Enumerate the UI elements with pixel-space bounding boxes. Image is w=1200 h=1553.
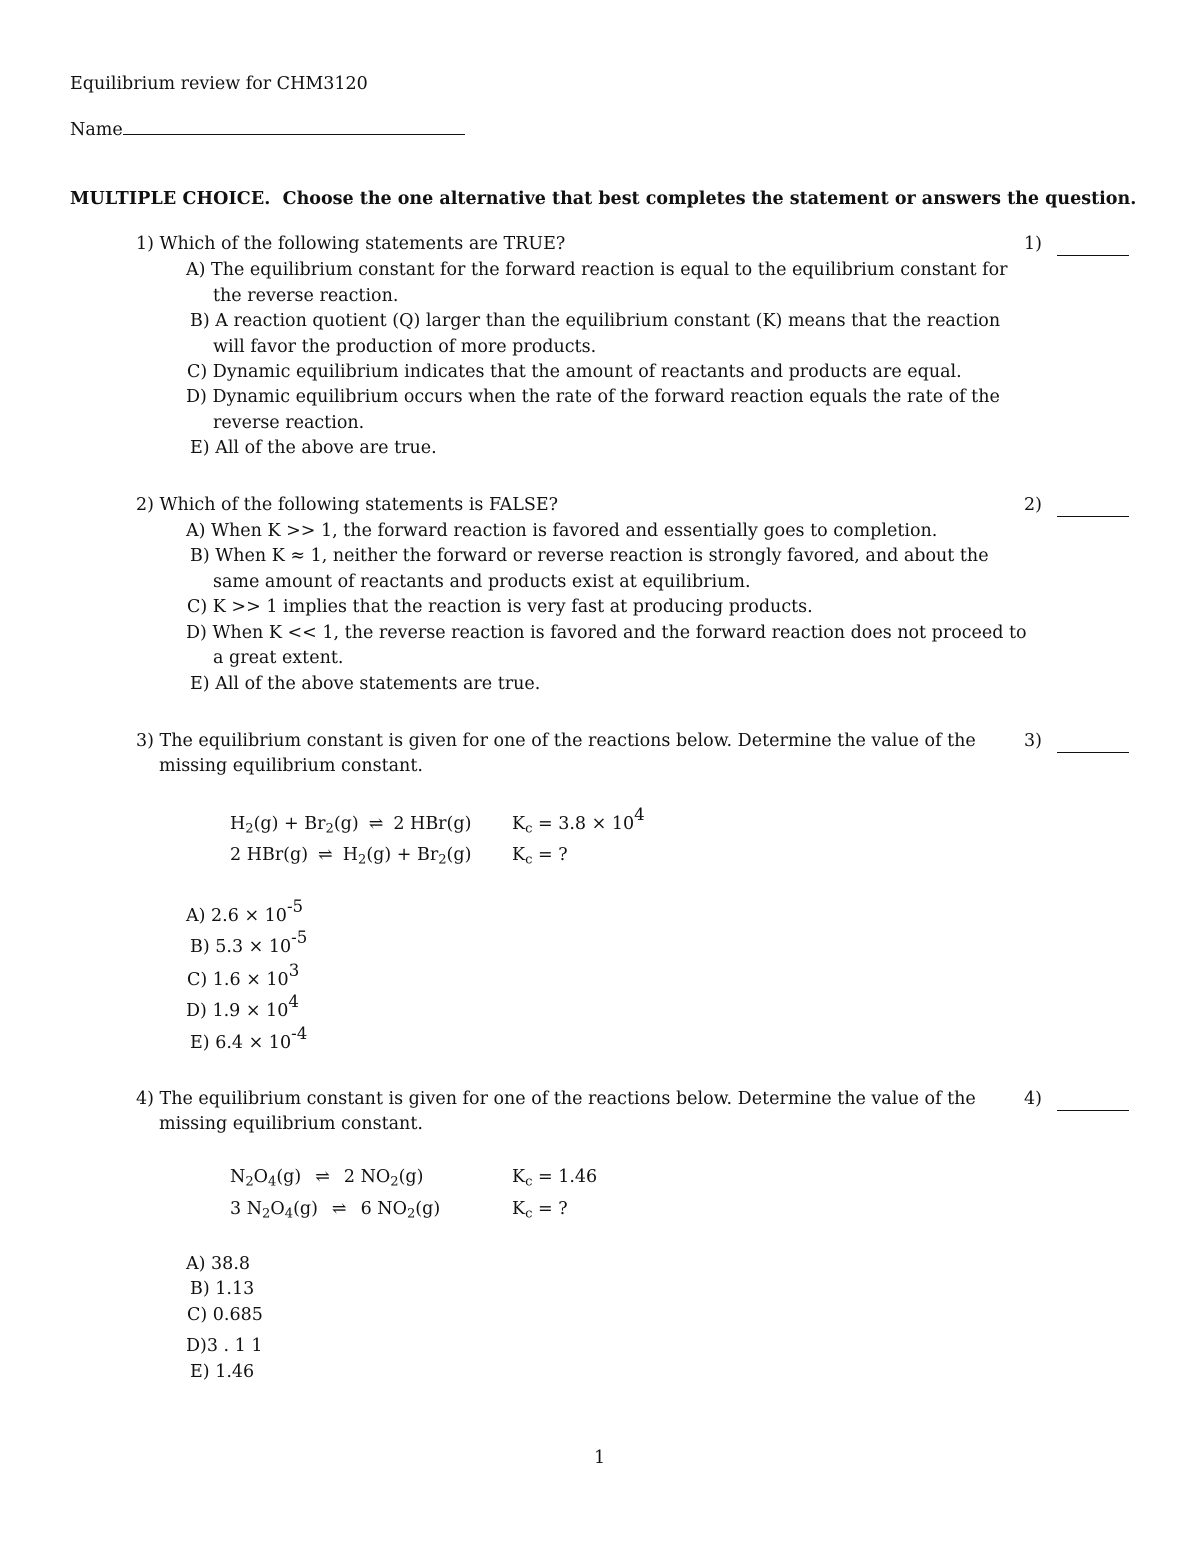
question-3-reaction-1: $H_2(g) + Br_2(g)$ ⇌ 2 HBr(g) xyxy=(230,814,472,837)
instructions-lead: MULTIPLE CHOICE. xyxy=(70,189,271,209)
question-3-k-2: $K_c$ = ? xyxy=(512,845,568,868)
question-4-option-a[interactable]: A) 38.8 xyxy=(186,1254,251,1274)
question-3-stem: 3) The equilibrium constant is given for one of the reactions below. Determine the value of the xyxy=(136,731,976,751)
question-3-option-e[interactable]: E) $6.4 \times 10^{-4}$ xyxy=(190,1023,308,1053)
question-4-reaction-2: 3 $N_2O_4(g)$ ⇌ 6 $NO_2(g)$ xyxy=(230,1199,441,1222)
question-1-option-e[interactable]: E) All of the above are true. xyxy=(190,438,437,458)
question-1-option-b-cont: will favor the production of more products. xyxy=(213,337,597,357)
question-3-option-b[interactable]: B) $5.3 \times 10^{-5}$ xyxy=(190,927,308,957)
question-3-k-1: $K_c = 3.8 \times 10^4$ xyxy=(512,804,645,837)
question-2-option-d[interactable]: D) When K << 1, the reverse reaction is favored and the forward reaction does not proceed to xyxy=(186,623,1027,643)
question-2-option-e[interactable]: E) All of the above statements are true. xyxy=(190,674,541,694)
question-2-stem: 2) Which of the following statements is FALSE? xyxy=(136,495,558,515)
question-4-k-2: $K_c$ = ? xyxy=(512,1199,568,1222)
question-1-option-c[interactable]: C) Dynamic equilibrium indicates that the amount of reactants and products are equal. xyxy=(187,362,962,382)
question-1-option-a[interactable]: A) The equilibrium constant for the forward reaction is equal to the equilibrium constant for xyxy=(186,260,1008,280)
equilibrium-arrow-icon: ⇌ xyxy=(368,814,384,834)
question-4-k-1: $K_c = 1.46$ xyxy=(512,1167,598,1190)
question-4-stem-cont: missing equilibrium constant. xyxy=(159,1114,423,1134)
question-2-option-c[interactable]: C) K >> 1 implies that the reaction is very fast at producing products. xyxy=(187,597,813,617)
equilibrium-arrow-icon: ⇌ xyxy=(318,845,333,865)
question-1-stem: 1) Which of the following statements are TRUE? xyxy=(136,234,566,254)
question-2-option-d-cont: a great extent. xyxy=(213,648,344,668)
name-field xyxy=(70,118,465,142)
instructions-text: Choose the one alternative that best completes the statement or answers the question. xyxy=(282,189,1137,209)
question-1-option-b[interactable]: B) A reaction quotient (Q) larger than the equilibrium constant (K) means that the reaction xyxy=(190,311,1001,331)
page-number: 1 xyxy=(594,1448,606,1468)
question-2-option-a[interactable]: A) When K >> 1, the forward reaction is favored and essentially goes to completion. xyxy=(186,521,938,541)
question-3-stem-cont: missing equilibrium constant. xyxy=(159,756,423,776)
question-1-option-d-cont: reverse reaction. xyxy=(213,413,365,433)
question-1-option-a-cont: the reverse reaction. xyxy=(213,286,399,306)
question-2-answer-label: 2) xyxy=(1024,495,1042,515)
question-4-stem: 4) The equilibrium constant is given for one of the reactions below. Determine the value of the xyxy=(136,1089,976,1109)
question-1-option-d[interactable]: D) Dynamic equilibrium occurs when the rate of the forward reaction equals the rate of the xyxy=(186,387,1000,407)
question-4-option-c[interactable]: C) 0.685 xyxy=(187,1305,263,1325)
instructions xyxy=(70,189,1136,209)
question-2-option-b-cont: same amount of reactants and products exist at equilibrium. xyxy=(213,572,751,592)
question-3-answer-label: 3) xyxy=(1024,731,1042,751)
question-4-answer-label: 4) xyxy=(1024,1089,1042,1109)
question-1-answer-blank[interactable] xyxy=(1057,255,1129,256)
question-4-option-e[interactable]: E) 1.46 xyxy=(190,1362,255,1382)
question-4-answer-blank[interactable] xyxy=(1057,1110,1129,1111)
question-3-option-c[interactable]: C) $1.6 \times 10^3$ xyxy=(187,960,300,990)
question-2-answer-blank[interactable] xyxy=(1057,516,1129,517)
question-4-reaction-1: $N_2O_4(g)$ ⇌ 2 $NO_2(g)$ xyxy=(230,1167,424,1190)
question-3-answer-blank[interactable] xyxy=(1057,752,1129,753)
equilibrium-arrow-icon: ⇌ xyxy=(331,1199,347,1219)
equilibrium-arrow-icon: ⇌ xyxy=(315,1167,330,1187)
question-3-option-d[interactable]: D) $1.9 \times 10^4$ xyxy=(186,991,299,1021)
question-1-answer-label: 1) xyxy=(1024,234,1042,254)
document-title: Equilibrium review for CHM3120 xyxy=(70,74,368,94)
question-4-option-b[interactable]: B) 1.13 xyxy=(190,1279,255,1299)
question-3-option-a[interactable]: A) $2.6 \times 10^{-5}$ xyxy=(186,896,304,926)
question-3-reaction-2: 2 HBr(g) ⇌ $H_2(g) + Br_2(g)$ xyxy=(230,845,472,868)
name-blank[interactable] xyxy=(123,118,465,135)
question-4-option-d[interactable]: D)3 . 1 1 xyxy=(186,1336,263,1356)
name-label: Name xyxy=(70,120,123,140)
question-2-option-b[interactable]: B) When K ≈ 1, neither the forward or reverse reaction is strongly favored, and about the xyxy=(190,546,989,566)
